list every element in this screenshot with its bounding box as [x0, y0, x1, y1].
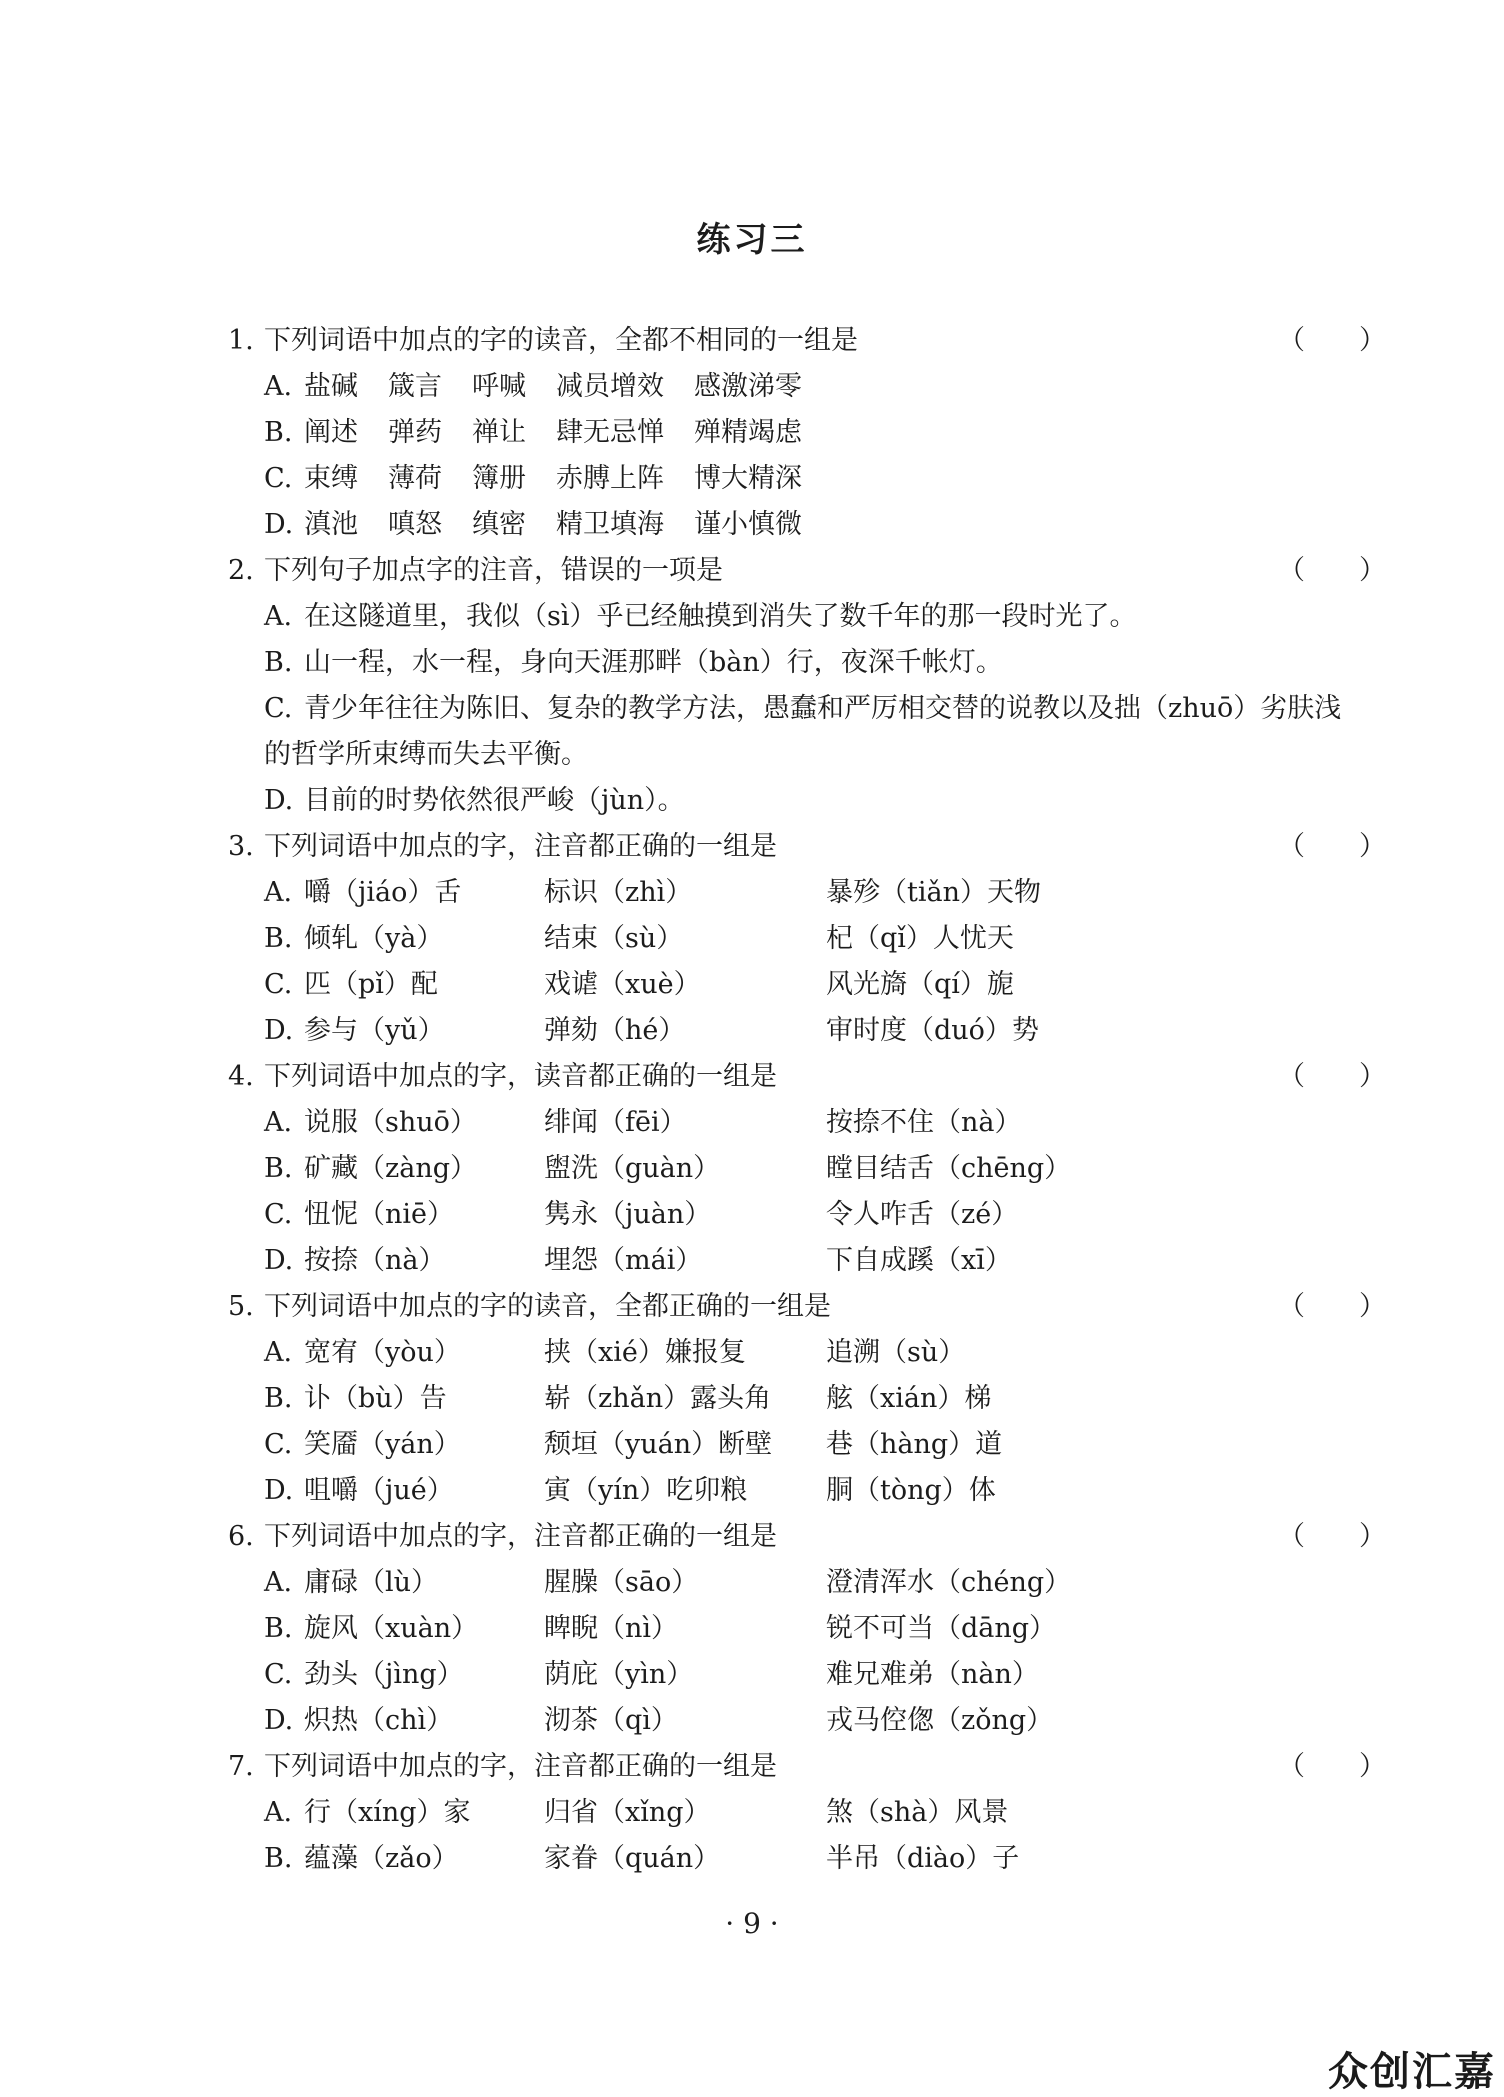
option-letter: A. — [264, 1337, 293, 1368]
option-word: 行（xíng）家 — [304, 1797, 471, 1828]
option-word: 阐述 — [304, 417, 358, 448]
option-word: 赤膊上阵 — [556, 463, 664, 494]
option-letter: A. — [264, 1107, 293, 1138]
option-word: 笑靥（yán） — [304, 1429, 461, 1460]
option-row — [228, 1146, 1368, 1192]
option-word: 舷（xián）梯 — [826, 1383, 992, 1414]
question-number: 3. — [228, 831, 254, 862]
option-word: 嚼（jiáo）舌 — [304, 877, 462, 908]
option-row — [228, 1560, 1368, 1606]
option-letter: A. — [264, 371, 293, 402]
option-word: 讣（bù）告 — [304, 1383, 447, 1414]
option-row — [228, 1652, 1368, 1698]
option-word: 束缚 — [304, 463, 358, 494]
option-row — [228, 778, 1368, 824]
option-word: 倾轧（yà） — [304, 923, 444, 954]
option-word: 煞（shà）风景 — [826, 1797, 1009, 1828]
option-word: 感激涕零 — [694, 371, 802, 402]
option-word: 颓垣（yuán）断壁 — [544, 1429, 773, 1460]
option-word: 减员增效 — [556, 371, 664, 402]
option-row — [228, 1468, 1368, 1514]
option-word: 戎马倥偬（zǒng） — [826, 1705, 1054, 1736]
option-sentence: 目前的时势依然很严峻（jùn）。 — [304, 785, 685, 816]
exercise-content — [228, 318, 1386, 1882]
question-3 — [228, 824, 1386, 870]
option-word: 蕴藻（zǎo） — [304, 1843, 459, 1874]
option-letter: B. — [264, 1153, 293, 1184]
option-word: 旋风（xuàn） — [304, 1613, 479, 1644]
option-word: 崭（zhǎn）露头角 — [544, 1383, 772, 1414]
option-sentence: 山一程，水一程，身向天涯那畔（bàn）行，夜深千帐灯。 — [304, 647, 1003, 678]
question-5 — [228, 1284, 1386, 1330]
option-word: 暴殄（tiǎn）天物 — [826, 877, 1041, 908]
option-word: 绯闻（fēi） — [544, 1107, 687, 1138]
option-word: 殚精竭虑 — [694, 417, 802, 448]
option-letter: A. — [264, 1567, 293, 1598]
option-letter: B. — [264, 1613, 293, 1644]
option-word: 说服（shuō） — [304, 1107, 477, 1138]
option-word: 劲头（jìng） — [304, 1659, 464, 1690]
option-letter: C. — [264, 463, 293, 494]
question-stem: 下列词语中加点的字，读音都正确的一组是 — [264, 1061, 777, 1092]
option-letter: A. — [264, 1797, 293, 1828]
option-word: 锐不可当（dāng） — [826, 1613, 1057, 1644]
option-word: 杞（qǐ）人忧天 — [826, 923, 1014, 954]
option-word: 簿册 — [472, 463, 526, 494]
option-row — [228, 1192, 1368, 1238]
option-word: 矿藏（zàng） — [304, 1153, 477, 1184]
question-stem: 下列词语中加点的字的读音，全都不相同的一组是 — [264, 325, 858, 356]
option-letter: B. — [264, 1383, 293, 1414]
option-row — [228, 594, 1368, 640]
option-row — [228, 1836, 1368, 1882]
option-word: 禅让 — [472, 417, 526, 448]
question-6 — [228, 1514, 1386, 1560]
watermark-logo: 众创汇嘉 — [1328, 2049, 1496, 2095]
option-word: 胴（tòng）体 — [826, 1475, 996, 1506]
option-sentence: 在这隧道里，我似（sì）乎已经触摸到消失了数千年的那一段时光了。 — [304, 601, 1137, 632]
option-word: 令人咋舌（zé） — [826, 1199, 1019, 1230]
option-word: 咀嚼（jué） — [304, 1475, 454, 1506]
option-word: 审时度（duó）势 — [826, 1015, 1039, 1046]
option-word: 匹（pǐ）配 — [304, 969, 438, 1000]
question-stem: 下列词语中加点的字，注音都正确的一组是 — [264, 831, 777, 862]
question-stem: 下列词语中加点的字，注音都正确的一组是 — [264, 1751, 777, 1782]
option-word: 风光旖（qí）旎 — [826, 969, 1014, 1000]
option-letter: B. — [264, 1843, 293, 1874]
question-number: 6. — [228, 1521, 254, 1552]
option-word: 澄清浑水（chéng） — [826, 1567, 1072, 1598]
option-word: 睥睨（nì） — [544, 1613, 679, 1644]
option-row — [228, 1422, 1368, 1468]
option-letter: D. — [264, 1015, 294, 1046]
option-letter: B. — [264, 417, 293, 448]
option-word: 箴言 — [388, 371, 442, 402]
question-stem: 下列词语中加点的字，注音都正确的一组是 — [264, 1521, 777, 1552]
option-row — [228, 1330, 1368, 1376]
option-letter: C. — [264, 1659, 293, 1690]
option-word: 家眷（quán） — [544, 1843, 721, 1874]
answer-blank: （ ） — [1278, 1521, 1386, 1552]
option-word: 沏茶（qì） — [544, 1705, 678, 1736]
option-word: 参与（yǔ） — [304, 1015, 445, 1046]
option-letter: C. — [264, 969, 293, 1000]
answer-blank: （ ） — [1278, 1751, 1386, 1782]
option-word: 庸碌（lù） — [304, 1567, 439, 1598]
option-row-wrapped — [228, 686, 1368, 778]
option-word: 荫庇（yìn） — [544, 1659, 694, 1690]
question-number: 5. — [228, 1291, 254, 1322]
option-word: 腥臊（sāo） — [544, 1567, 699, 1598]
option-row — [228, 364, 1368, 410]
option-word: 忸怩（niē） — [304, 1199, 455, 1230]
option-word: 薄荷 — [388, 463, 442, 494]
option-letter: C. — [264, 693, 293, 724]
option-word: 按捺不住（nà） — [826, 1107, 1022, 1138]
option-word: 弹劾（hé） — [544, 1015, 686, 1046]
option-word: 谨小慎微 — [694, 509, 802, 540]
option-letter: A. — [264, 601, 293, 632]
page-number: · 9 · — [725, 1907, 779, 1940]
question-stem: 下列词语中加点的字的读音，全都正确的一组是 — [264, 1291, 831, 1322]
question-2 — [228, 548, 1386, 594]
option-letter: D. — [264, 509, 294, 540]
option-word: 炽热（chì） — [304, 1705, 454, 1736]
option-word: 盥洗（guàn） — [544, 1153, 721, 1184]
option-word: 埋怨（mái） — [544, 1245, 703, 1276]
option-word: 结束（sù） — [544, 923, 684, 954]
option-letter: C. — [264, 1429, 293, 1460]
option-letter: D. — [264, 1705, 294, 1736]
option-letter: A. — [264, 877, 293, 908]
option-word: 肆无忌惮 — [556, 417, 664, 448]
option-row — [228, 1008, 1368, 1054]
option-letter: D. — [264, 1245, 294, 1276]
question-number: 1. — [228, 325, 254, 356]
option-letter: C. — [264, 1199, 293, 1230]
question-7 — [228, 1744, 1386, 1790]
question-stem: 下列句子加点字的注音，错误的一项是 — [264, 555, 723, 586]
option-row — [228, 1790, 1368, 1836]
question-number: 7. — [228, 1751, 254, 1782]
option-word: 巷（hàng）道 — [826, 1429, 1003, 1460]
option-word: 滇池 — [304, 509, 358, 540]
answer-blank: （ ） — [1278, 1061, 1386, 1092]
option-letter: D. — [264, 785, 294, 816]
option-word: 戏谑（xuè） — [544, 969, 701, 1000]
option-letter: D. — [264, 1475, 294, 1506]
option-word: 标识（zhì） — [544, 877, 693, 908]
option-letter: B. — [264, 923, 293, 954]
option-row — [228, 502, 1368, 548]
option-row — [228, 916, 1368, 962]
option-word: 瞠目结舌（chēng） — [826, 1153, 1072, 1184]
question-4 — [228, 1054, 1386, 1100]
option-word: 归省（xǐng） — [544, 1797, 711, 1828]
option-row — [228, 962, 1368, 1008]
page-title: 练习三 — [696, 220, 808, 260]
option-word: 弹药 — [388, 417, 442, 448]
question-1 — [228, 318, 1386, 364]
option-word: 下自成蹊（xī） — [826, 1245, 1012, 1276]
answer-blank: （ ） — [1278, 831, 1386, 862]
answer-blank: （ ） — [1278, 1291, 1386, 1322]
option-word: 难兄难弟（nàn） — [826, 1659, 1039, 1690]
option-row — [228, 1100, 1368, 1146]
option-letter: B. — [264, 647, 293, 678]
option-word: 精卫填海 — [556, 509, 664, 540]
answer-blank: （ ） — [1278, 555, 1386, 586]
option-word: 挟（xié）嫌报复 — [544, 1337, 746, 1368]
option-row — [228, 1376, 1368, 1422]
option-word: 呼喊 — [472, 371, 526, 402]
option-sentence: 青少年往往为陈旧、复杂的教学方法，愚蠢和严厉相交替的说教以及拙（zhuō）劣肤浅的哲学所束缚而失去平衡。 — [264, 693, 1342, 770]
option-word: 隽永（juàn） — [544, 1199, 712, 1230]
option-word: 半吊（diào）子 — [826, 1843, 1020, 1874]
answer-blank: （ ） — [1278, 325, 1386, 356]
option-word: 寅（yín）吃卯粮 — [544, 1475, 748, 1506]
option-row — [228, 410, 1368, 456]
option-word: 嗔怒 — [388, 509, 442, 540]
option-word: 盐碱 — [304, 371, 358, 402]
option-word: 追溯（sù） — [826, 1337, 966, 1368]
option-row — [228, 1698, 1368, 1744]
option-row — [228, 1238, 1368, 1284]
option-word: 缜密 — [472, 509, 526, 540]
option-row — [228, 456, 1368, 502]
option-word: 宽宥（yòu） — [304, 1337, 461, 1368]
question-number: 4. — [228, 1061, 254, 1092]
option-word: 博大精深 — [694, 463, 802, 494]
question-number: 2. — [228, 555, 254, 586]
option-word: 按捺（nà） — [304, 1245, 446, 1276]
option-row — [228, 640, 1368, 686]
option-row — [228, 870, 1368, 916]
option-row — [228, 1606, 1368, 1652]
